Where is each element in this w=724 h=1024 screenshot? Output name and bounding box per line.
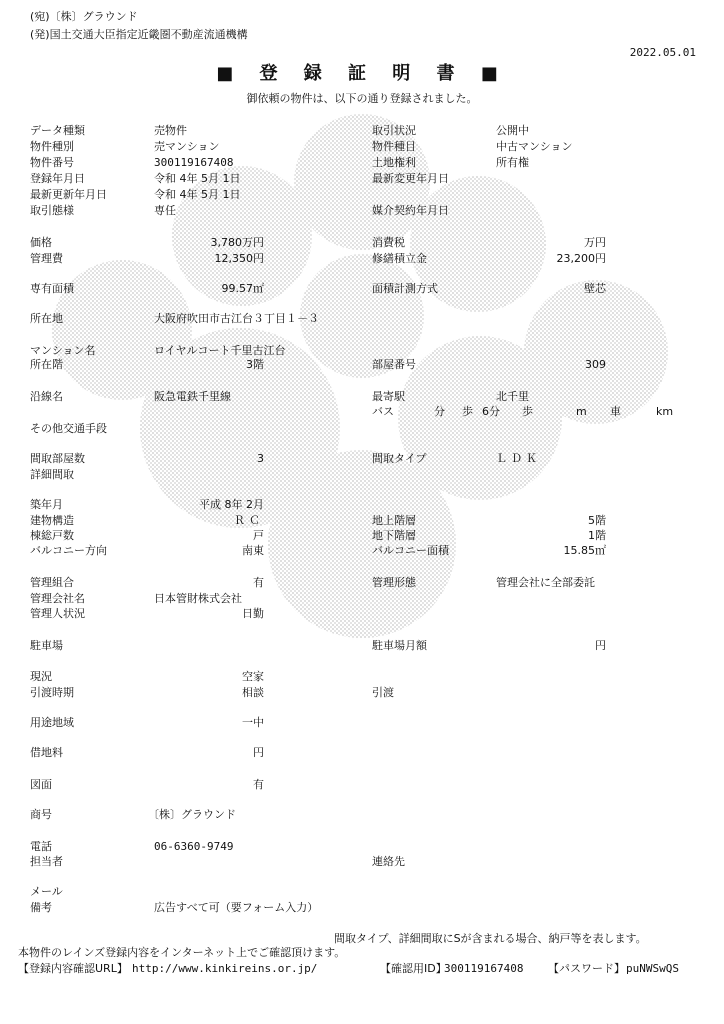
page-subtitle: 御依頼の物件は、以下の通り登録されました。 — [246, 92, 478, 105]
contact-label: 連絡先 — [372, 855, 405, 868]
property-no-label: 物件番号 — [30, 156, 74, 169]
handover-time-label: 引渡時期 — [30, 686, 74, 699]
issue-date: 2022.05.01 — [629, 46, 696, 59]
room-detail-label: 詳細間取 — [30, 468, 74, 481]
person-label: 担当者 — [30, 855, 63, 868]
floors-below-label: 地下階層 — [372, 529, 416, 542]
manager-status-value: 日勤 — [242, 607, 264, 620]
station-value: 北千里 — [496, 390, 529, 403]
land-rent-value: 円 — [253, 746, 264, 759]
drawing-value: 有 — [253, 778, 264, 791]
structure-value: ＲＣ — [234, 514, 264, 527]
location-label: 所在地 — [30, 312, 63, 325]
parking-fee-label: 駐車場月額 — [372, 639, 427, 652]
mgmt-union-label: 管理組合 — [30, 576, 74, 589]
last-change-label: 最新変更年月日 — [372, 172, 449, 185]
bus-label: バス — [372, 405, 394, 418]
tax-value: 万円 — [584, 236, 606, 249]
bus-min-label: 分 — [434, 405, 445, 418]
line-label: 沿線名 — [30, 390, 63, 403]
status-value: 空家 — [242, 670, 264, 683]
data-type-value: 売物件 — [154, 124, 187, 137]
price-value: 3,780万円 — [210, 236, 264, 249]
last-update-value: 令和 4年 5月 1日 — [154, 188, 241, 201]
trade-name-label: 商号 — [30, 808, 52, 821]
mgmt-company-label: 管理会社名 — [30, 592, 85, 605]
deal-status-label: 取引状況 — [372, 124, 416, 137]
password-value: puNWSwQS — [626, 962, 679, 975]
parking-label: 駐車場 — [30, 639, 63, 652]
balcony-area-label: バルコニー面積 — [372, 544, 449, 557]
km-label: km — [656, 405, 674, 418]
mansion-name-value: ロイヤルコート千里古江台 — [154, 344, 286, 357]
structure-label: 建物構造 — [30, 514, 74, 527]
handover-time-value: 相談 — [242, 686, 264, 699]
mgmt-fee-value: 12,350円 — [214, 252, 264, 265]
repair-fund-label: 修繕積立金 — [372, 252, 427, 265]
land-right-label: 土地権利 — [372, 156, 416, 169]
data-type-label: データ種類 — [30, 124, 85, 137]
password-label: 【パスワード】 — [548, 962, 625, 975]
property-item-label: 物件種目 — [372, 140, 416, 153]
walk-min-value: 6分 — [482, 405, 500, 418]
footer-note: 間取タイプ、詳細間取にSが含まれる場合、納戸等を表します。 — [334, 932, 647, 945]
station-label: 最寄駅 — [372, 390, 405, 403]
room-no-value: 309 — [585, 358, 606, 371]
remarks-label: 備考 — [30, 901, 52, 914]
id-label: 【確認用ID】 — [380, 962, 447, 975]
area-value: 99.57㎡ — [221, 282, 264, 295]
handover-label: 引渡 — [372, 686, 394, 699]
mgmt-company-value: 日本管財株式会社 — [154, 592, 242, 605]
mgmt-form-label: 管理形態 — [372, 576, 416, 589]
id-value: 300119167408 — [444, 962, 524, 975]
tax-label: 消費税 — [372, 236, 405, 249]
phone-label: 電話 — [30, 840, 52, 853]
property-no-value: 300119167408 — [154, 156, 234, 169]
page-title: ■ 登 録 証 明 書 ■ — [216, 63, 508, 84]
other-transport-label: その他交通手段 — [30, 422, 107, 435]
area-label: 専有面積 — [30, 282, 74, 295]
room-type-label: 間取タイプ — [372, 452, 427, 465]
phone-value: 06-6360-9749 — [154, 840, 234, 853]
car-label: 車 — [610, 405, 621, 418]
units-label: 棟総戸数 — [30, 529, 74, 542]
rooms-label: 間取部屋数 — [30, 452, 85, 465]
mgmt-union-value: 有 — [253, 576, 264, 589]
walk2-label: 歩 — [522, 405, 533, 418]
remarks-value: 広告すべて可（要フォーム入力） — [154, 901, 319, 914]
area-method-label: 面積計測方式 — [372, 282, 438, 295]
reg-date-label: 登録年月日 — [30, 172, 85, 185]
zoning-label: 用途地域 — [30, 716, 74, 729]
walk-label: 歩 — [462, 405, 473, 418]
built-label: 築年月 — [30, 498, 63, 511]
last-update-label: 最新更新年月日 — [30, 188, 107, 201]
parking-fee-value: 円 — [595, 639, 606, 652]
land-rent-label: 借地料 — [30, 746, 63, 759]
brokerage-date-label: 媒介契約年月日 — [372, 204, 449, 217]
built-value: 平成 8年 2月 — [199, 498, 264, 511]
reg-date-value: 令和 4年 5月 1日 — [154, 172, 241, 185]
manager-status-label: 管理人状況 — [30, 607, 85, 620]
mgmt-form-value: 管理会社に全部委託 — [496, 576, 595, 589]
issuer: (発)国土交通大臣指定近畿圏不動産流通機構 — [30, 28, 248, 41]
trade-name-value: 〔株〕グラウンド — [148, 808, 236, 821]
footer-confirm: 本物件のレインズ登録内容をインターネット上でご確認頂けます。 — [18, 946, 346, 959]
rooms-value: 3 — [257, 452, 264, 465]
zoning-value: 一中 — [242, 716, 264, 729]
deal-mode-label: 取引態様 — [30, 204, 74, 217]
floors-above-label: 地上階層 — [372, 514, 416, 527]
url-label: 【登録内容確認URL】 — [18, 962, 128, 975]
mansion-name-label: マンション名 — [30, 344, 96, 357]
deal-status-value: 公開中 — [496, 124, 529, 137]
property-kind-label: 物件種別 — [30, 140, 74, 153]
property-item-value: 中古マンション — [496, 140, 573, 153]
units-value: 戸 — [253, 529, 264, 542]
status-label: 現況 — [30, 670, 52, 683]
balcony-area-value: 15.85㎡ — [563, 544, 606, 557]
price-label: 価格 — [30, 236, 52, 249]
mgmt-fee-label: 管理費 — [30, 252, 63, 265]
area-method-value: 壁芯 — [584, 282, 606, 295]
property-kind-value: 売マンション — [154, 140, 220, 153]
meter-label: m — [576, 405, 587, 418]
line-value: 阪急電鉄千里線 — [154, 390, 231, 403]
floor-label: 所在階 — [30, 358, 63, 371]
drawing-label: 図面 — [30, 778, 52, 791]
balcony-dir-value: 南東 — [242, 544, 264, 557]
recipient: (宛)〔株〕グラウンド — [30, 10, 138, 23]
balcony-dir-label: バルコニー方向 — [30, 544, 107, 557]
floor-value: 3階 — [246, 358, 264, 371]
url-link[interactable]: http://www.kinkireins.or.jp/ — [132, 962, 318, 975]
location-value: 大阪府吹田市古江台３丁目１－３ — [154, 312, 319, 325]
floors-above-value: 5階 — [588, 514, 606, 527]
room-type-value: ＬＤＫ — [496, 452, 541, 465]
repair-fund-value: 23,200円 — [556, 252, 606, 265]
room-no-label: 部屋番号 — [372, 358, 416, 371]
land-right-value: 所有権 — [496, 156, 529, 169]
mail-label: メール — [30, 885, 63, 898]
floors-below-value: 1階 — [588, 529, 606, 542]
deal-mode-value: 専任 — [154, 204, 176, 217]
